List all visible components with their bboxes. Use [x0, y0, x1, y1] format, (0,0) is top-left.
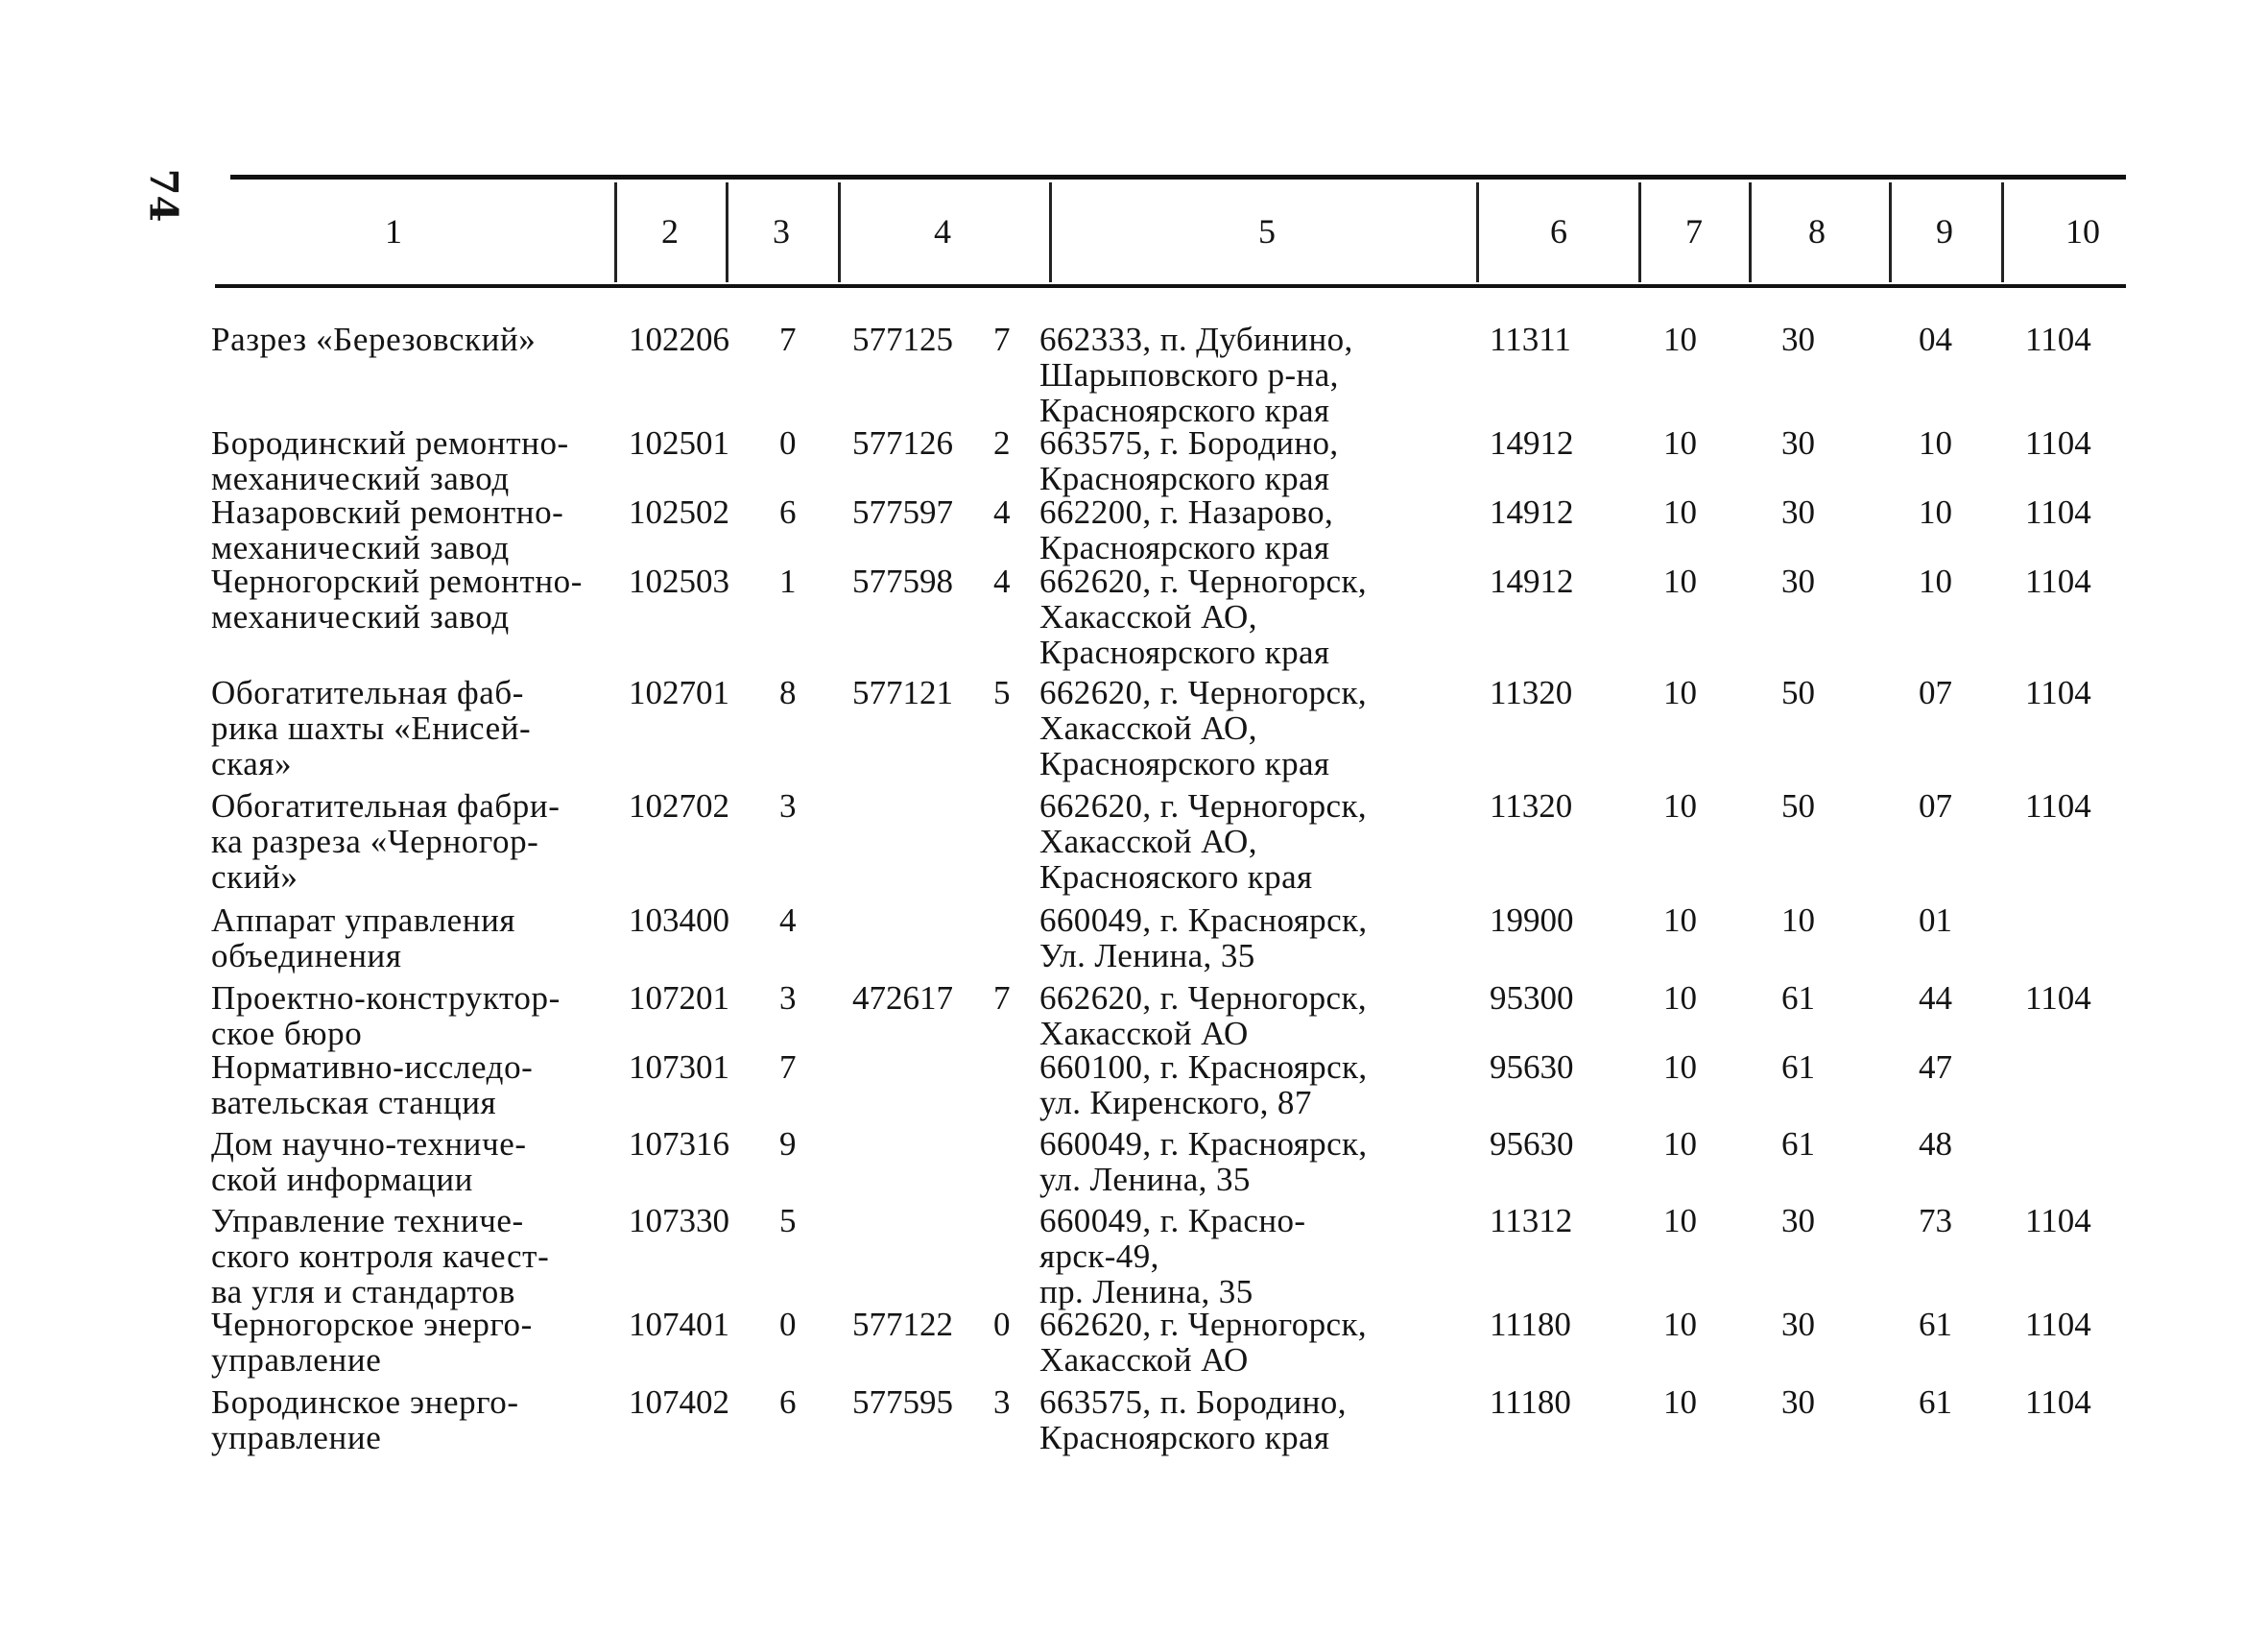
row-code-4: 577597 [852, 493, 953, 531]
row-check-3: 1 [779, 563, 797, 600]
row-code-7: 10 [1663, 1048, 1697, 1086]
row-code-10: 1104 [2025, 321, 2091, 358]
column-header: 5 [1258, 212, 1276, 251]
row-code-9: 61 [1919, 1383, 1952, 1421]
row-address: 660100, г. Красноярск, ул. Киренского, 87 [1039, 1048, 1368, 1121]
row-code-8: 30 [1781, 321, 1815, 358]
row-code-2: 102502 [629, 493, 729, 531]
column-divider [726, 182, 728, 282]
row-code-2: 102702 [629, 787, 729, 825]
row-code-8: 30 [1781, 1306, 1815, 1343]
row-name: Обогатительная фабри- ка разреза «Черногор- ский» [211, 787, 561, 896]
row-code-6: 19900 [1490, 901, 1574, 939]
row-code-9: 44 [1919, 979, 1952, 1017]
row-address: 662620, г. Черногорск, Хакасской АО [1039, 979, 1367, 1052]
row-code-6: 14912 [1490, 563, 1574, 600]
column-header: 8 [1808, 212, 1826, 251]
row-code-2: 102501 [629, 424, 729, 462]
row-code-10: 1104 [2025, 1202, 2091, 1239]
row-code-8: 61 [1781, 979, 1815, 1017]
column-header: 3 [773, 212, 790, 251]
column-divider [838, 182, 841, 282]
row-code-8: 61 [1781, 1048, 1815, 1086]
row-address: 663575, п. Бородино, Красноярского края [1039, 1383, 1347, 1456]
column-divider [1476, 182, 1479, 282]
row-code-9: 04 [1919, 321, 1952, 358]
row-code-6: 11180 [1490, 1306, 1571, 1343]
row-code-7: 10 [1663, 493, 1697, 531]
row-check-4: 7 [993, 321, 1011, 358]
row-code-6: 11312 [1490, 1202, 1573, 1239]
row-code-8: 10 [1781, 901, 1815, 939]
row-name: Проектно-конструктор- ское бюро [211, 979, 561, 1052]
row-code-9: 61 [1919, 1306, 1952, 1343]
row-code-6: 95630 [1490, 1048, 1574, 1086]
row-check-3: 3 [779, 979, 797, 1017]
row-code-8: 61 [1781, 1125, 1815, 1163]
row-code-7: 10 [1663, 563, 1697, 600]
row-code-9: 07 [1919, 674, 1952, 711]
row-check-4: 5 [993, 674, 1011, 711]
row-name: Аппарат управления объединения [211, 901, 516, 974]
row-check-3: 7 [779, 321, 797, 358]
row-code-2: 102206 [629, 321, 729, 358]
row-code-8: 50 [1781, 787, 1815, 825]
row-name: Черногорский ремонтно- механический завод [211, 563, 584, 636]
column-header: 4 [934, 212, 951, 251]
header-bottom-rule [215, 284, 2126, 288]
row-code-10: 1104 [2025, 979, 2091, 1017]
row-code-4: 577122 [852, 1306, 953, 1343]
row-code-10: 1104 [2025, 674, 2091, 711]
column-header: 10 [2065, 212, 2100, 251]
row-code-7: 10 [1663, 674, 1697, 711]
row-address: 660049, г. Красно- ярск-49, пр. Ленина, 35 [1039, 1202, 1306, 1310]
row-code-8: 30 [1781, 1202, 1815, 1239]
row-check-3: 0 [779, 1306, 797, 1343]
row-code-7: 10 [1663, 787, 1697, 825]
row-check-4: 7 [993, 979, 1011, 1017]
row-code-2: 107316 [629, 1125, 729, 1163]
column-divider [1638, 182, 1641, 282]
row-code-4: 472617 [852, 979, 953, 1017]
row-name: Черногорское энерго- управление [211, 1306, 533, 1379]
row-name: Управление техниче- ского контроля качест- ва угля и стандартов [211, 1202, 550, 1310]
row-code-2: 102701 [629, 674, 729, 711]
column-header: 1 [385, 212, 402, 251]
row-code-2: 107301 [629, 1048, 729, 1086]
row-check-3: 3 [779, 787, 797, 825]
row-check-3: 4 [779, 901, 797, 939]
row-code-10: 1104 [2025, 787, 2091, 825]
row-code-7: 10 [1663, 901, 1697, 939]
row-code-2: 102503 [629, 563, 729, 600]
row-address: 662620, г. Черногорск, Хакасской АО, Красноярского края [1039, 674, 1367, 782]
row-code-10: 1104 [2025, 1306, 2091, 1343]
row-code-9: 07 [1919, 787, 1952, 825]
column-header: 7 [1685, 212, 1703, 251]
column-divider [2001, 182, 2004, 282]
row-code-6: 95300 [1490, 979, 1574, 1017]
row-address: 660049, г. Красноярск, Ул. Ленина, 35 [1039, 901, 1368, 974]
row-code-2: 107402 [629, 1383, 729, 1421]
column-divider [1049, 182, 1052, 282]
row-check-3: 0 [779, 424, 797, 462]
row-address: 662200, г. Назарово, Красноярского края [1039, 493, 1334, 566]
row-code-4: 577125 [852, 321, 953, 358]
row-code-8: 30 [1781, 424, 1815, 462]
column-divider [1749, 182, 1752, 282]
row-code-7: 10 [1663, 1202, 1697, 1239]
row-code-7: 10 [1663, 1306, 1697, 1343]
row-code-9: 10 [1919, 493, 1952, 531]
row-code-4: 577598 [852, 563, 953, 600]
row-check-3: 5 [779, 1202, 797, 1239]
row-code-6: 11320 [1490, 674, 1573, 711]
row-check-4: 3 [993, 1383, 1011, 1421]
column-divider [614, 182, 617, 282]
row-code-4: 577595 [852, 1383, 953, 1421]
row-address: 662620, г. Черногорск, Хакасской АО, Красноярского края [1039, 563, 1367, 671]
row-check-3: 6 [779, 493, 797, 531]
row-address: 662620, г. Черногорск, Хакасской АО [1039, 1306, 1367, 1379]
row-code-9: 10 [1919, 563, 1952, 600]
row-code-6: 14912 [1490, 424, 1574, 462]
column-header: 2 [661, 212, 679, 251]
row-name: Бородинский ремонтно- механический завод [211, 424, 569, 497]
column-header: 9 [1936, 212, 1953, 251]
row-name: Нормативно-исследо- вательская станция [211, 1048, 534, 1121]
row-code-2: 107401 [629, 1306, 729, 1343]
row-check-4: 4 [993, 563, 1011, 600]
row-code-6: 11311 [1490, 321, 1571, 358]
row-code-8: 30 [1781, 493, 1815, 531]
row-name: Бородинское энерго- управление [211, 1383, 519, 1456]
row-name: Назаровский ремонтно- механический завод [211, 493, 564, 566]
row-code-8: 30 [1781, 1383, 1815, 1421]
row-code-7: 10 [1663, 1125, 1697, 1163]
row-check-4: 0 [993, 1306, 1011, 1343]
row-check-4: 2 [993, 424, 1011, 462]
page-number: 74 [140, 168, 186, 223]
row-code-7: 10 [1663, 979, 1697, 1017]
row-code-6: 11320 [1490, 787, 1573, 825]
row-code-6: 14912 [1490, 493, 1574, 531]
table-top-rule [230, 175, 2126, 180]
row-code-10: 1104 [2025, 493, 2091, 531]
row-code-4: 577121 [852, 674, 953, 711]
row-code-9: 01 [1919, 901, 1952, 939]
row-code-7: 10 [1663, 321, 1697, 358]
row-address: 662333, п. Дубинино, Шарыповского р-на, Красноярского края [1039, 321, 1353, 429]
row-name: Дом научно-техниче- ской информации [211, 1125, 527, 1198]
row-code-2: 103400 [629, 901, 729, 939]
row-check-3: 7 [779, 1048, 797, 1086]
row-code-9: 10 [1919, 424, 1952, 462]
row-check-3: 9 [779, 1125, 797, 1163]
row-code-6: 11180 [1490, 1383, 1571, 1421]
row-code-10: 1104 [2025, 563, 2091, 600]
row-code-7: 10 [1663, 1383, 1697, 1421]
row-code-10: 1104 [2025, 1383, 2091, 1421]
row-code-9: 48 [1919, 1125, 1952, 1163]
row-check-4: 4 [993, 493, 1011, 531]
row-code-2: 107330 [629, 1202, 729, 1239]
row-address: 663575, г. Бородино, Красноярского края [1039, 424, 1339, 497]
row-code-10: 1104 [2025, 424, 2091, 462]
row-check-3: 6 [779, 1383, 797, 1421]
row-address: 660049, г. Красноярск, ул. Ленина, 35 [1039, 1125, 1368, 1198]
row-code-4: 577126 [852, 424, 953, 462]
column-divider [1889, 182, 1892, 282]
row-code-7: 10 [1663, 424, 1697, 462]
row-code-6: 95630 [1490, 1125, 1574, 1163]
row-code-9: 73 [1919, 1202, 1952, 1239]
row-code-8: 50 [1781, 674, 1815, 711]
row-code-9: 47 [1919, 1048, 1952, 1086]
row-code-8: 30 [1781, 563, 1815, 600]
row-check-3: 8 [779, 674, 797, 711]
row-code-2: 107201 [629, 979, 729, 1017]
row-name: Обогатительная фаб- рика шахты «Енисей- ская» [211, 674, 532, 782]
row-name: Разрез «Березовский» [211, 321, 537, 358]
column-header: 6 [1550, 212, 1567, 251]
row-address: 662620, г. Черногорск, Хакасской АО, Краснояского края [1039, 787, 1367, 896]
